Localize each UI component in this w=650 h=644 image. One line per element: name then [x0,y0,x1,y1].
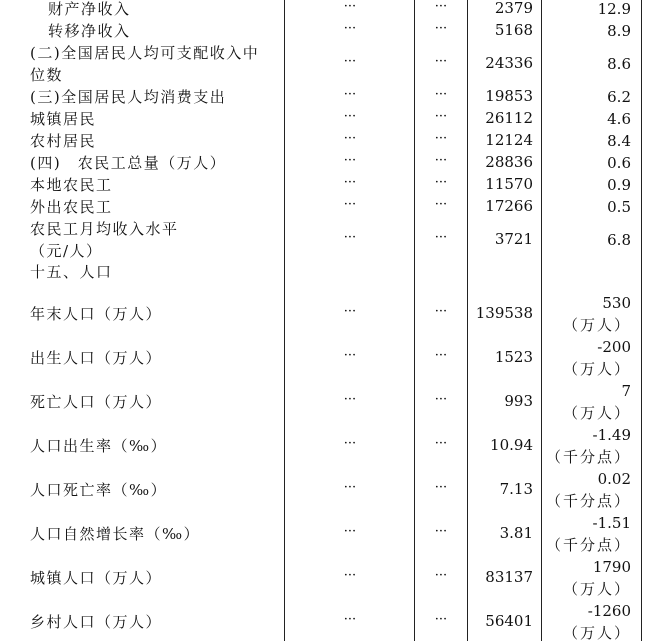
row-label: (四) 农民工总量（万人） [30,154,227,172]
cell-value: 12124 [485,131,533,149]
row-label: 农民工月均收入水平 （元/人） [30,220,179,260]
cell-dots: ··· [343,436,357,451]
cell-dots: ··· [434,54,448,69]
column-divider [414,0,415,641]
cell-dots: ··· [434,153,448,168]
cell-dots: ··· [343,304,357,319]
cell-dots: ··· [343,0,357,14]
cell-value: 28836 [485,153,533,171]
column-divider [284,0,285,641]
row-label: 人口出生率（‰） [30,437,168,455]
cell-change: 1790 （万人） [562,558,631,598]
cell-value: 139538 [475,304,533,322]
cell-dots: ··· [434,21,448,36]
cell-change: 8.6 [607,55,631,73]
cell-dots: ··· [434,436,448,451]
cell-change: 530 （万人） [562,294,631,334]
row-label: 人口自然增长率（‰） [30,525,201,543]
column-divider [641,0,642,641]
cell-dots: ··· [434,87,448,102]
cell-dots: ··· [343,153,357,168]
cell-change: 0.9 [607,176,631,194]
row-label: (三)全国居民人均消费支出 [30,88,227,106]
cell-dots: ··· [434,612,448,627]
cell-dots: ··· [343,87,357,102]
cell-dots: ··· [343,568,357,583]
cell-change: -1.49 （千分点） [545,426,631,466]
cell-dots: ··· [434,524,448,539]
cell-change: -1260 （万人） [562,602,631,642]
cell-dots: ··· [434,131,448,146]
cell-change: 8.4 [607,132,631,150]
cell-change: 8.9 [607,22,631,40]
cell-dots: ··· [434,304,448,319]
cell-dots: ··· [434,480,448,495]
cell-value: 24336 [485,54,533,72]
cell-dots: ··· [343,230,357,245]
cell-change: -200 （万人） [562,338,631,378]
cell-dots: ··· [343,348,357,363]
cell-change: -1.51 （千分点） [545,514,631,554]
column-divider [467,0,468,641]
row-label: 乡村人口（万人） [30,613,163,631]
cell-dots: ··· [343,524,357,539]
cell-change: 0.5 [607,198,631,216]
column-divider [541,0,542,641]
row-label: 十五、人口 [30,263,113,281]
cell-dots: ··· [343,175,357,190]
cell-dots: ··· [434,197,448,212]
cell-dots: ··· [343,131,357,146]
cell-value: 1523 [494,348,533,366]
cell-dots: ··· [434,568,448,583]
cell-dots: ··· [343,197,357,212]
cell-value: 83137 [485,568,533,586]
row-label: 外出农民工 [30,198,113,216]
row-label: 城镇居民 [30,110,97,128]
cell-dots: ··· [343,480,357,495]
row-label: 出生人口（万人） [30,349,163,367]
cell-value: 7.13 [499,480,533,498]
row-label: 年末人口（万人） [30,305,163,323]
cell-dots: ··· [434,392,448,407]
cell-value: 56401 [485,612,533,630]
row-label: 农村居民 [30,132,97,150]
row-label: 本地农民工 [30,176,113,194]
cell-dots: ··· [343,392,357,407]
cell-value: 2379 [494,0,533,17]
cell-change: 0.6 [607,154,631,172]
cell-value: 17266 [485,197,533,215]
cell-change: 6.2 [607,88,631,106]
cell-dots: ··· [434,230,448,245]
cell-change: 12.9 [597,0,631,18]
cell-dots: ··· [434,175,448,190]
cell-dots: ··· [343,109,357,124]
cell-change: 7 （万人） [562,382,631,422]
row-label: 财产净收入 [48,0,131,18]
cell-value: 5168 [494,21,533,39]
cell-dots: ··· [434,0,448,14]
cell-value: 993 [504,392,533,410]
cell-value: 19853 [485,87,533,105]
cell-change: 0.02 （千分点） [545,470,631,510]
cell-value: 3721 [494,230,533,248]
cell-value: 11570 [485,175,533,193]
cell-dots: ··· [343,21,357,36]
cell-change: 6.8 [607,231,631,249]
cell-value: 10.94 [490,436,533,454]
row-label: 人口死亡率（‰） [30,481,168,499]
row-label: 城镇人口（万人） [30,569,163,587]
row-label: (二)全国居民人均可支配收入中 位数 [30,44,260,84]
cell-dots: ··· [343,54,357,69]
row-label: 转移净收入 [48,22,131,40]
cell-dots: ··· [343,612,357,627]
cell-dots: ··· [434,109,448,124]
cell-dots: ··· [434,348,448,363]
cell-value: 3.81 [499,524,533,542]
cell-change: 4.6 [607,110,631,128]
cell-value: 26112 [485,109,533,127]
row-label: 死亡人口（万人） [30,393,163,411]
